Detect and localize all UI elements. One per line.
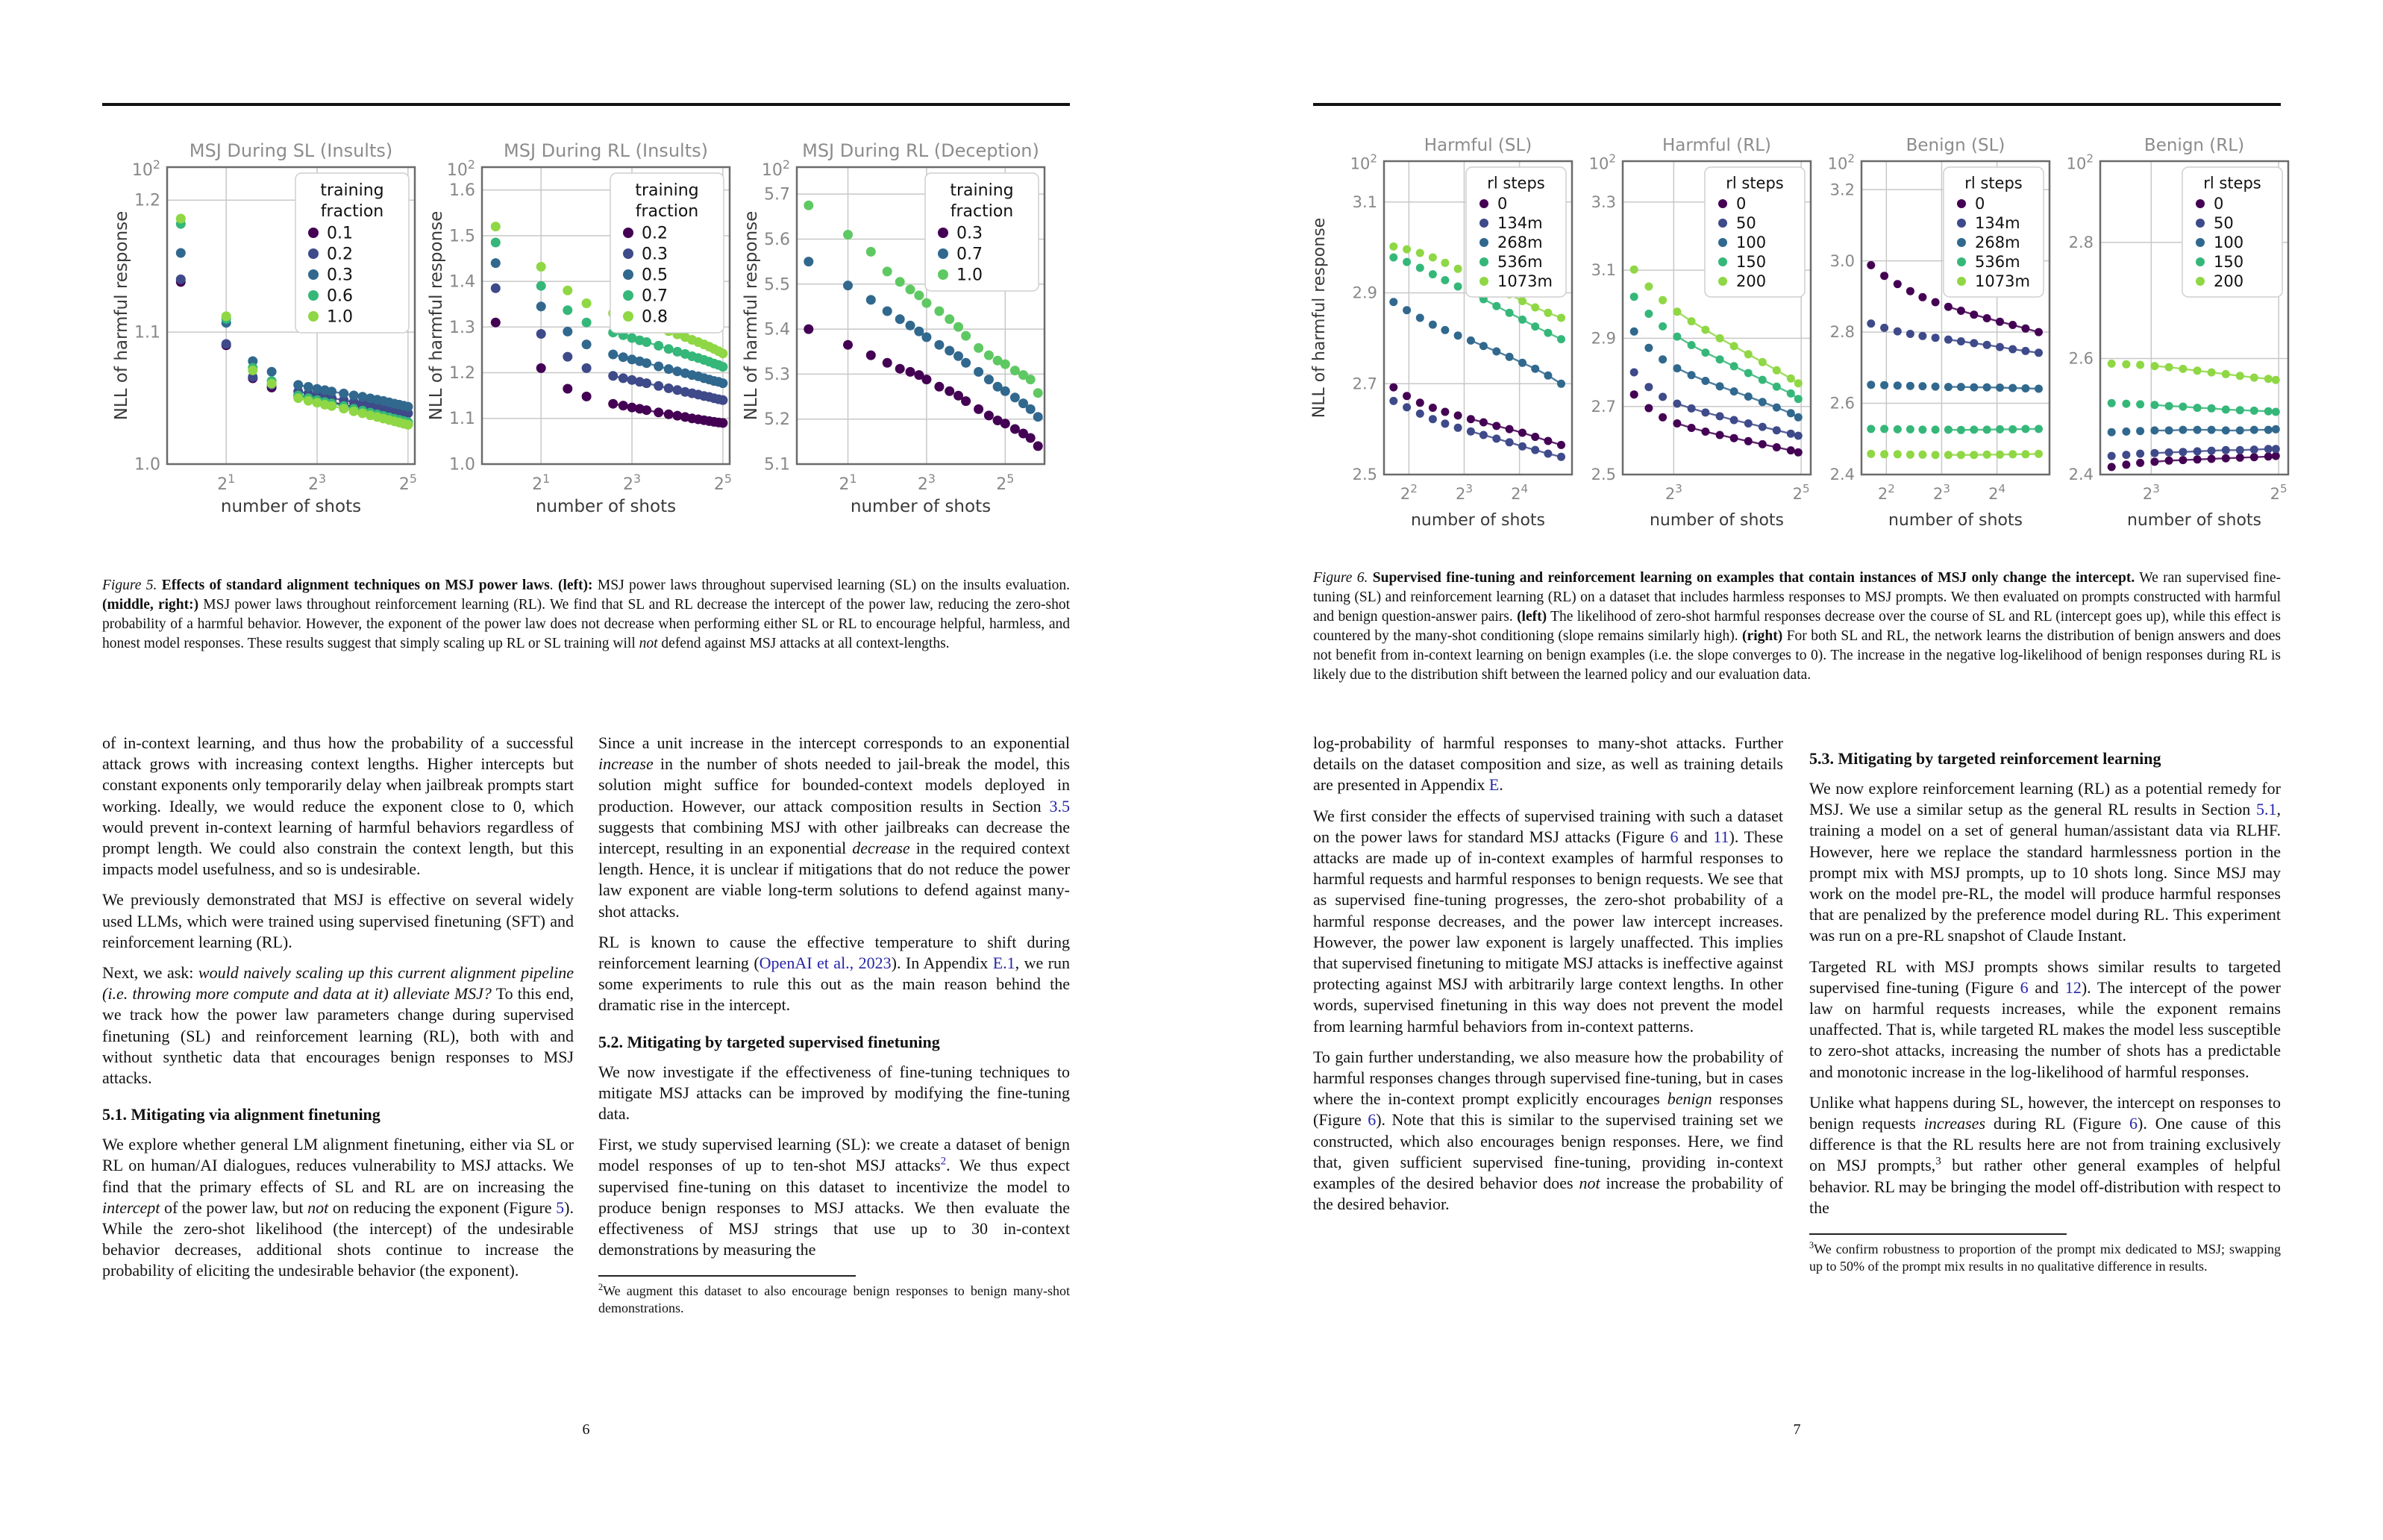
paragraph: [1313, 733, 1783, 796]
svg-text:1073m: 1073m: [1975, 272, 2030, 291]
ref-link[interactable]: OpenAI et al., 2023: [759, 954, 892, 973]
svg-text:536m: 536m: [1497, 253, 1543, 272]
chart-title: Harmful (SL): [1424, 136, 1532, 155]
chart-benign-sl: [1818, 128, 2057, 537]
paragraph: [1313, 569, 2281, 685]
y-axis-label: NLL of harmful response: [1310, 217, 1329, 419]
left-column: [1313, 733, 1783, 1224]
legend: [925, 173, 1039, 291]
text-run: Unlike what happens during SL, however, the intercept on responses to benign requests: [1809, 1092, 2281, 1133]
x-axis-label: number of shots: [220, 497, 362, 516]
svg-text:training: training: [635, 181, 699, 201]
legend: [1705, 167, 1805, 297]
svg-text:22: $2^2$: [1400, 482, 1418, 503]
svg-text:1.1: 1.1: [134, 323, 160, 342]
text-run: Since a unit increase in the intercept corresponds to an exponential: [598, 733, 1070, 752]
paragraph: [598, 1134, 1070, 1260]
text-run: during RL (Figure: [1985, 1114, 2130, 1133]
svg-text:2.5: 2.5: [1352, 466, 1377, 484]
text-run: and: [2028, 977, 2065, 997]
svg-text:5.1: 5.1: [764, 455, 790, 475]
chart-title: Harmful (RL): [1662, 136, 1771, 155]
text-run: suggests that combining MSJ with other jailbreaks can decrease the intercept, resulting in an exponential: [598, 817, 1070, 858]
svg-text:1.6: 1.6: [449, 181, 475, 201]
text-run: ). The intercept of the power law on harmful requests increases, while the exponent remains unaffected. That is, while targeted RL makes the model less susceptible to zero-shot attacks, increasing the number of shots has a predictable and monotonic increase in the log-likelihood of harmful responses.: [1809, 977, 2282, 1081]
svg-text:25: $2^5$: [1792, 482, 1810, 503]
svg-text:2.7: 2.7: [1591, 397, 1616, 416]
svg-text:23: $2^3$: [1455, 482, 1473, 503]
text-run: increases: [1923, 1114, 1986, 1133]
svg-text:25: $2^5$: [713, 471, 732, 494]
svg-text:100: 100: [1736, 234, 1767, 252]
paragraph: [1313, 1047, 1783, 1215]
svg-text:0.7: 0.7: [956, 245, 983, 264]
svg-text:268m: 268m: [1975, 234, 2020, 252]
chart-msj-during-rl-deception: [742, 134, 1053, 524]
text-run: responses (Figure: [1313, 1089, 1783, 1130]
text-run: MSJ power laws throughout reinforcement learning (RL). We find that SL and RL decrease the intercept of the power law, reducing the zero-shot probability of a harmful behavior. However, the exponent of the power law does not decrease when performing either SL or RL to encourage helpful, harmless, and honest model responses. These results suggest that simply scaling up RL or SL training will: [102, 597, 1070, 651]
ref-link[interactable]: E: [1488, 775, 1500, 795]
x-axis-label: number of shots: [850, 497, 992, 516]
svg-text:2.4: 2.4: [2068, 466, 2094, 484]
svg-text:5.2: 5.2: [764, 410, 790, 430]
text-run: 3: [1809, 1240, 1814, 1251]
svg-text:0: 0: [1497, 195, 1508, 213]
footnote: [1809, 1241, 2281, 1275]
text-run: and: [1678, 827, 1714, 846]
text-run: ). One cause of this difference is that the RL results here are not from training exclusively on MSJ prompts,: [1809, 1114, 2282, 1175]
svg-text:268m: 268m: [1497, 234, 1543, 252]
paragraph: [102, 962, 574, 1089]
ref-link[interactable]: 12: [2064, 977, 2082, 997]
svg-text:3.1: 3.1: [1591, 261, 1616, 280]
ref-link[interactable]: 5.1: [2256, 800, 2277, 819]
legend: [1466, 167, 1566, 297]
page-number: 6: [582, 1421, 590, 1438]
x-axis-label: number of shots: [535, 497, 677, 516]
text-run: Figure 6.: [1313, 570, 1368, 586]
text-run: increase the probability of the desired behavior.: [1313, 1174, 1783, 1214]
text-run: To this end, we track how the power law parameters change during supervised finetuning (SL) and reinforcement learning (RL), both with and without synthetic data that encourages benign responses to MSJ attacks.: [102, 984, 574, 1088]
svg-text:0: 0: [1736, 195, 1747, 213]
svg-text:23: $2^3$: [1665, 482, 1682, 503]
svg-text:24: $2^4$: [1988, 482, 2006, 503]
svg-text:3.0: 3.0: [1829, 251, 1855, 270]
ref-link[interactable]: 6: [1368, 1110, 1377, 1130]
ref-link[interactable]: 6: [2020, 977, 2029, 997]
text-run: Figure 5.: [102, 578, 157, 593]
figure-6-caption: [1313, 569, 2281, 685]
text-run: increase: [598, 754, 654, 774]
svg-text:rl steps: rl steps: [1487, 174, 1545, 192]
svg-text:23: $2^3$: [622, 471, 642, 494]
svg-text:2.8: 2.8: [1829, 323, 1855, 342]
paragraph: [1809, 778, 2281, 947]
svg-text:1.4: 1.4: [449, 272, 475, 292]
section-heading: 5.2. Mitigating by targeted supervised finetuning: [598, 1032, 940, 1051]
text-run: defend against MSJ attacks at all context-lengths.: [657, 636, 950, 651]
text-run: To gain further understanding, we also measure how the probability of harmful responses changes through supervised fine-tuning, but in cases where the in-context prompt explicitly encourages: [1313, 1047, 1783, 1109]
chart-title: Benign (RL): [2144, 136, 2245, 155]
x-axis-label: number of shots: [1410, 511, 1546, 530]
right-column: [1809, 733, 2281, 1275]
svg-text:5.3: 5.3: [764, 365, 790, 384]
svg-text:21: $2^1$: [217, 471, 236, 494]
legend: [1944, 167, 2044, 297]
svg-text:training: training: [320, 181, 384, 201]
svg-text:3.3: 3.3: [1591, 192, 1616, 211]
y-axis-label: NLL of harmful response: [742, 210, 761, 421]
svg-text:23: $2^3$: [2142, 482, 2160, 503]
svg-text:21: $2^1$: [532, 471, 551, 494]
paragraph: [102, 1134, 574, 1281]
text-run: We confirm robustness to proportion of the prompt mix dedicated to MSJ; swapping up to 50% of the prompt mix results in no qualitative difference in results.: [1809, 1242, 2281, 1274]
ref-link[interactable]: 6: [1670, 827, 1679, 846]
svg-text:5.5: 5.5: [764, 275, 790, 295]
text-run: Next, we ask:: [102, 963, 198, 983]
right-column: [598, 733, 1070, 1317]
svg-text:536m: 536m: [1975, 253, 2020, 272]
y-axis-label: NLL of harmful response: [427, 210, 446, 421]
paragraph: [102, 889, 574, 953]
text-run: (middle, right:): [102, 597, 199, 613]
chart-title: MSJ During RL (Deception): [802, 140, 1039, 161]
text-run: Targeted RL with MSJ prompts shows similar results to targeted supervised fine-tuning (Figure: [1809, 957, 2281, 997]
svg-text:2.9: 2.9: [1591, 329, 1616, 348]
text-run: but rather other general examples of helpful behavior. RL may be bringing the model off-distribution with respect to the: [1809, 1156, 2281, 1217]
svg-text:102: $10^2$: [2066, 151, 2094, 173]
svg-text:150: 150: [2214, 253, 2244, 272]
page-7: [1192, 0, 2383, 1540]
text-run: of the power law, but: [160, 1198, 308, 1217]
svg-text:23: $2^3$: [307, 471, 327, 494]
svg-text:200: 200: [1736, 272, 1767, 291]
text-run: We explore whether general LM alignment finetuning, either via SL or RL on human/AI dialogues, reduces vulnerability to MSJ attacks. We find that the primary effects of SL and RL are on increasing the: [102, 1135, 574, 1196]
text-run: For both SL and RL, the network learns the distribution of benign answers and does not benefit from in-context learning on benign examples (i.e. the slope converges to 0). The increase in the negative log-likelihood of benign responses during RL is likely due to the distribution shift between the learned policy and our evaluation data.: [1313, 628, 2281, 683]
text-run: log-probability of harmful responses to many-shot attacks. Further details on the dataset composition and size, as well as training details are presented in Appendix: [1313, 733, 1783, 795]
paragraph: [598, 1062, 1070, 1125]
svg-text:102: $10^2$: [1350, 151, 1377, 173]
svg-text:50: 50: [2214, 214, 2234, 233]
text-run: in the required context length. Hence, it is unclear if mitigations that do not reduce the power law exponent are viable long-term solutions to defend against many-shot attacks.: [598, 839, 1070, 921]
chart-msj-during-sl-insults: [112, 134, 424, 524]
svg-text:0.7: 0.7: [642, 287, 668, 306]
svg-text:0: 0: [1975, 195, 1985, 213]
text-run: The likelihood of zero-shot harmful responses decrease over the course of SL and RL (intercept goes up), while this effect is countered by the many-shot conditioning (slope remains similarly high).: [1313, 609, 2281, 644]
text-run: We previously demonstrated that MSJ is effective on several widely used LLMs, which were trained using supervised finetuning (SFT) and reinforcement learning (RL).: [102, 890, 574, 951]
svg-text:2.5: 2.5: [1591, 466, 1616, 484]
text-run: (left): [1517, 609, 1547, 625]
text-run: ). In Appendix: [891, 954, 993, 973]
x-axis-label: number of shots: [1649, 511, 1785, 530]
svg-text:1073m: 1073m: [1497, 272, 1553, 291]
svg-text:3.2: 3.2: [1829, 181, 1855, 199]
x-axis-label: number of shots: [1888, 511, 2023, 530]
svg-text:1.0: 1.0: [327, 307, 353, 327]
svg-text:fraction: fraction: [635, 202, 699, 222]
ref-link[interactable]: 11: [1713, 827, 1729, 846]
text-run: We now explore reinforcement learning (RL) as a potential remedy for MSJ. We use a similar setup as the general RL results in Section: [1809, 779, 2281, 819]
legend: [2182, 167, 2282, 297]
svg-text:23: $2^3$: [917, 471, 936, 494]
svg-text:0: 0: [2214, 195, 2224, 213]
text-run: We first consider the effects of supervised training with such a dataset on the power laws for standard MSJ attacks (Figure: [1313, 806, 1783, 846]
svg-text:1.1: 1.1: [449, 410, 475, 429]
text-run: not: [1579, 1174, 1600, 1193]
text-run: MSJ power laws throughout supervised learning (SL) on the insults evaluation.: [592, 578, 1071, 593]
chart-title: Benign (SL): [1906, 136, 2005, 155]
svg-text:2.9: 2.9: [1352, 284, 1377, 302]
svg-text:0.3: 0.3: [642, 245, 668, 264]
svg-text:0.3: 0.3: [327, 266, 353, 285]
footnote-rule: [598, 1275, 856, 1277]
svg-text:102: $10^2$: [761, 157, 790, 180]
text-run: . We thus expect supervised fine-tuning on this dataset to incentivize the model to produce benign responses to MSJ attacks. We then evaluate the effectiveness of MSJ strings that use up to 30 in-context demonstrations by measuring the: [598, 1156, 1070, 1259]
chart-title: MSJ During RL (Insults): [504, 140, 708, 161]
svg-text:3.1: 3.1: [1352, 192, 1377, 211]
chart-msj-during-rl-insults: [427, 134, 739, 524]
text-run: of in-context learning, and thus how the probability of a successful attack grows with increasing context lengths. Higher intercepts but constant exponents only temporarily delay when jailbreak prompts start working. Ideally, we would reduce the exponent close to 0, which would prevent in-context learning of harmful behaviors regardless of prompt length. We could also constrain the context length, but this impacts model usefulness, and so is undesirable.: [102, 733, 574, 879]
text-run: on reducing the exponent (Figure: [328, 1198, 557, 1217]
text-run: (right): [1742, 628, 1783, 644]
svg-text:23: $2^3$: [1932, 482, 1950, 503]
svg-text:5.7: 5.7: [764, 185, 790, 204]
svg-text:100: 100: [2214, 234, 2244, 252]
svg-text:25: $2^5$: [2270, 482, 2288, 503]
svg-text:2.6: 2.6: [2068, 349, 2094, 368]
paragraph: [102, 733, 574, 880]
text-run: (left):: [557, 578, 593, 593]
text-run: intercept: [102, 1198, 160, 1217]
text-run: 2: [598, 1282, 604, 1293]
svg-text:134m: 134m: [1975, 214, 2020, 233]
svg-text:102: $10^2$: [446, 157, 475, 180]
ref-link[interactable]: 5: [556, 1198, 565, 1217]
text-run: We now investigate if the effectiveness of fine-tuning techniques to mitigate MSJ attacks can be improved by modifying the fine-tuning data.: [598, 1062, 1070, 1124]
text-run: benign: [1667, 1089, 1712, 1109]
text-run: , training a model on a set of general human/assistant data via RLHF. However, here we replace the standard harmlessness portion in the prompt mix with MSJ prompts, up to 10 shots long. Since MSJ may work on the model pre-RL, the model will produce harmful responses that are penalized by the preference model during RL. This experiment was run on a pre-RL snapshot of Claude Instant.: [1809, 800, 2281, 945]
section-heading: 5.3. Mitigating by targeted reinforcement learning: [1809, 749, 2161, 768]
text-run: RL is known to cause the effective temperature to shift during reinforcement learning (: [598, 932, 1070, 973]
text-run: .: [1499, 775, 1503, 795]
svg-text:0.8: 0.8: [642, 307, 668, 327]
svg-text:rl steps: rl steps: [1964, 174, 2023, 192]
text-run: .: [549, 578, 558, 593]
header-rule: [102, 103, 1070, 106]
svg-text:24: $2^4$: [1511, 482, 1529, 503]
paragraph: [102, 576, 1070, 654]
svg-text:1.0: 1.0: [449, 455, 475, 475]
header-rule: [1313, 103, 2281, 106]
text-run: not: [639, 636, 658, 651]
left-column: [102, 733, 574, 1292]
figure-5-caption: [102, 576, 1070, 654]
section-heading: 5.1. Mitigating via alignment finetuning: [102, 1105, 381, 1124]
svg-text:5.6: 5.6: [764, 230, 790, 249]
svg-text:1.3: 1.3: [449, 318, 475, 337]
svg-text:102: $10^2$: [131, 157, 160, 180]
svg-text:200: 200: [2214, 272, 2244, 291]
svg-text:1.2: 1.2: [134, 191, 160, 210]
svg-text:1.2: 1.2: [449, 364, 475, 384]
chart-title: MSJ During SL (Insults): [189, 140, 393, 161]
y-axis-label: NLL of harmful response: [112, 210, 131, 421]
ref-link[interactable]: 3.5: [1049, 796, 1070, 816]
svg-text:25: $2^5$: [996, 471, 1015, 494]
svg-text:0.1: 0.1: [327, 224, 353, 243]
ref-link[interactable]: 6: [2129, 1114, 2138, 1133]
svg-text:25: $2^5$: [398, 471, 417, 494]
svg-text:102: $10^2$: [1827, 151, 1855, 173]
text-run: ). These attacks are made up of in-context examples of harmful responses to harmful requests and harmful responses to benign requests. We see that as supervised fine-tuning progresses, the zero-shot probability of a harmful response decreases, and the power law intercept increases. However, the power law exponent is largely unaffected. This implies that supervised finetuning to mitigate MSJ attacks is ineffective against protecting against MSJ with arbitrarily large context lengths. In other words, supervised finetuning in this way does not prevent the model from learning harmful behaviors from in-context patterns.: [1313, 827, 1783, 1036]
svg-text:training: training: [950, 181, 1014, 201]
svg-text:2.8: 2.8: [2068, 234, 2094, 252]
text-run: not: [307, 1198, 329, 1217]
x-axis-label: number of shots: [2126, 511, 2262, 530]
ref-link[interactable]: 2: [940, 1156, 947, 1168]
svg-text:1.5: 1.5: [449, 227, 475, 246]
footnote: [598, 1283, 1070, 1317]
text-run: ). While the zero-shot likelihood (the intercept) of the undesirable behavior decreases, additional shots continue to increase the probability of eliciting the undesirable behavior (the exponent).: [102, 1198, 574, 1280]
text-run: would naively scaling up this current alignment pipeline (i.e. throwing more compute and data at it) alleviate MSJ?: [102, 963, 574, 1004]
text-run: We augment this dataset to also encourage benign responses to benign many-shot demonstrations.: [598, 1283, 1070, 1316]
svg-text:5.4: 5.4: [764, 320, 790, 339]
legend: [295, 173, 409, 333]
text-run: Effects of standard alignment techniques on MSJ power laws: [161, 578, 550, 593]
svg-text:2.6: 2.6: [1829, 394, 1855, 413]
svg-text:1.0: 1.0: [956, 266, 983, 285]
text-run: decrease: [852, 839, 910, 858]
svg-text:0.2: 0.2: [327, 245, 353, 264]
text-run: Supervised fine-tuning and reinforcement learning on examples that contain instances of MSJ only change the intercept.: [1372, 570, 2135, 586]
footnote-rule: [1809, 1233, 2067, 1235]
legend: [610, 173, 724, 333]
svg-text:rl steps: rl steps: [1726, 174, 1784, 192]
text-run: ). Note that this is similar to the supervised training set we constructed, which also encourages benign responses. Here, we find that, given sufficient supervised fine-tuning, providing in-context examples of the desired behavior does: [1313, 1110, 1784, 1193]
ref-link[interactable]: E.1: [992, 954, 1015, 973]
svg-text:2.4: 2.4: [1829, 466, 1855, 484]
page-number: 7: [1793, 1421, 1801, 1438]
svg-text:134m: 134m: [1497, 214, 1543, 233]
paragraph: [1313, 806, 1783, 1037]
chart-benign-rl: [2057, 128, 2296, 537]
svg-text:150: 150: [1736, 253, 1767, 272]
svg-text:0.3: 0.3: [956, 224, 983, 243]
svg-text:0.6: 0.6: [327, 287, 353, 306]
svg-text:0.2: 0.2: [642, 224, 668, 243]
svg-text:fraction: fraction: [320, 202, 384, 222]
svg-text:rl steps: rl steps: [2203, 174, 2261, 192]
text-run: We ran supervised fine-tuning (SL) and reinforcement learning (RL) on a dataset that includes harmless responses to MSJ prompts. We then evaluated on prompts constructed with harmful and benign question-answer pairs.: [1313, 570, 2281, 625]
svg-text:fraction: fraction: [950, 202, 1014, 222]
svg-text:102: $10^2$: [1588, 151, 1616, 173]
svg-text:21: $2^1$: [839, 471, 857, 494]
paragraph: [598, 932, 1070, 1016]
text-run: 3: [1935, 1156, 1941, 1168]
chart-harmful-rl: [1579, 128, 1818, 537]
text-run: First, we study supervised learning (SL): we create a dataset of benign model responses of up to ten-shot MSJ attacks: [598, 1135, 1070, 1175]
text-run: in the number of shots needed to jail-break the model, this solution might suffice for bounded-context models deployed in production. However, our attack composition results in Section: [598, 754, 1070, 816]
svg-text:1.0: 1.0: [134, 455, 160, 475]
text-run: , we run some experiments to rule this out as the main reason behind the dramatic rise in the intercept.: [598, 954, 1071, 1015]
paragraph: [1809, 957, 2281, 1083]
chart-harmful-sl: [1309, 128, 1579, 537]
paragraph: [1809, 1092, 2281, 1218]
paragraph: [598, 733, 1070, 922]
svg-text:22: $2^2$: [1877, 482, 1895, 503]
svg-text:2.7: 2.7: [1352, 375, 1377, 393]
svg-text:0.5: 0.5: [642, 266, 668, 285]
svg-text:50: 50: [1736, 214, 1756, 233]
